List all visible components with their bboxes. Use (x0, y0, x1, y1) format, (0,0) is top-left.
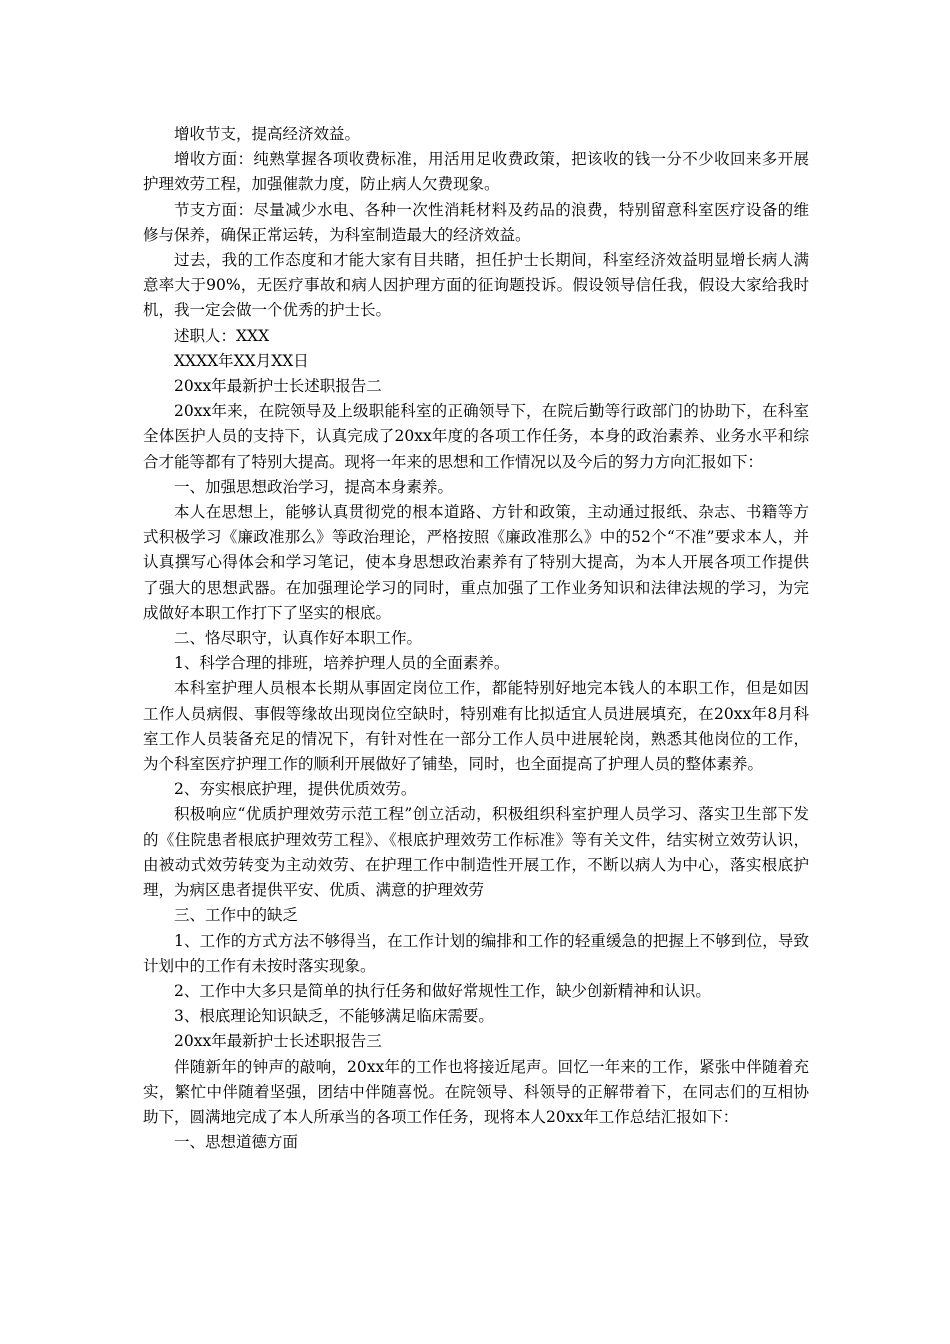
document-body (143, 122, 809, 1155)
paragraph: 增收节支，提高经济效益。 (174, 125, 361, 143)
heading: 一、思想道德方面 (174, 1133, 299, 1152)
paragraph: 本科室护理人员根本长期从事固定岗位工作，都能特别好地完本钱人的本职工作，但是如因工作人员病假、事假等缘故出现岗位空缺时，特别难有比拟适宜人员进展填充，在20xx年8月科室工作人员装备充足的情况下，有针对性在一部分工作人员中进展轮岗，熟悉其他岗位的工作，为个科室医疗护理工作的顺利开展做好了铺垫，同时，也全面提高了护理人员的整体素养。 (143, 679, 809, 774)
list-item: 3、根底理论知识缺乏，不能够满足临床需要。 (174, 1007, 494, 1026)
paragraph: 过去，我的工作态度和才能大家有目共睹，担任护士长期间，科室经济效益明显增长病人满意率大于90%，无医疗事故和病人因护理方面的征询题投诉。假设领导信任我，假设大家给我时机，我一定会做一个优秀的护士长。 (143, 251, 809, 320)
list-item: 2、工作中大多只是简单的执行任务和做好常规性工作，缺少创新精神和认识。 (174, 981, 711, 1000)
subheading: 2、夯实根底护理，提供优质效劳。 (174, 780, 417, 799)
paragraph: 本人在思想上，能够认真贯彻党的根本道路、方针和政策，主动通过报纸、杂志、书籍等方式积极学习《廉政准那么》等政治理论，严格按照《廉政准那么》中的52个“不准”要求本人，并认真撰写心得体会和学习笔记，使本身思想政治素养有了特别大提高，为本人开展各项工作提供了强大的思想武器。在加强理论学习的同时，重点加强了工作业务知识和法律法规的学习，为完成做好本职工作打下了坚实的根底。 (143, 503, 809, 622)
paragraph: 积极响应“优质护理效劳示范工程”创立活动，积极组织科室护理人员学习、落实卫生部下发的《住院患者根底护理效劳工程》、《根底护理效劳工作标准》等有关文件，结实树立效劳认识，由被动式效劳转变为主动效劳、在护理工作中制造性开展工作，不断以病人为中心，落实根底护理，为病区患者提供平安、优质、满意的护理效劳 (143, 805, 809, 900)
paragraph: 节支方面：尽量减少水电、各种一次性消耗材料及药品的浪费，特别留意科室医疗设备的维修与保养，确保正常运转，为科室制造最大的经济效益。 (143, 200, 809, 244)
subheading: 1、科学合理的排班，培养护理人员的全面素养。 (174, 654, 510, 673)
section-title: 20xx年最新护士长述职报告二 (174, 377, 382, 396)
signature-line: 述职人：XXX (174, 326, 270, 345)
heading: 二、恪尽职守，认真作好本职工作。 (174, 629, 423, 648)
section-title: 20xx年最新护士长述职报告三 (174, 1032, 382, 1051)
list-item: 1、工作的方式方法不够得当，在工作计划的编排和工作的轻重缓急的把握上不够到位，导致计划中的工作有未按时落实现象。 (143, 931, 809, 975)
paragraph: 伴随新年的钟声的敲响，20xx年的工作也将接近尾声。回忆一年来的工作，紧张中伴随着充实，繁忙中伴随着坚强，团结中伴随喜悦。在院领导、科领导的正解带着下，在同志们的互相协助下，圆满地完成了本人所承当的各项工作任务，现将本人20xx年工作总结汇报如下： (143, 1057, 809, 1126)
heading: 三、工作中的缺乏 (174, 906, 299, 925)
heading: 一、加强思想政治学习，提高本身素养。 (174, 477, 454, 496)
paragraph: 20xx年来，在院领导及上级职能科室的正确领导下，在院后勤等行政部门的协助下，在科室全体医护人员的支持下，认真完成了20xx年度的各项工作任务，本身的政治素养、业务水平和综合才能等都有了特别大提高。现将一年来的思想和工作情况以及今后的努力方向汇报如下： (143, 402, 809, 471)
paragraph: 增收方面：纯熟掌握各项收费标准，用活用足收费政策，把该收的钱一分不少收回来多开展护理效劳工程，加强催款力度，防止病人欠费现象。 (143, 150, 809, 194)
date-line: XXXX年XX月XX日 (174, 351, 309, 370)
